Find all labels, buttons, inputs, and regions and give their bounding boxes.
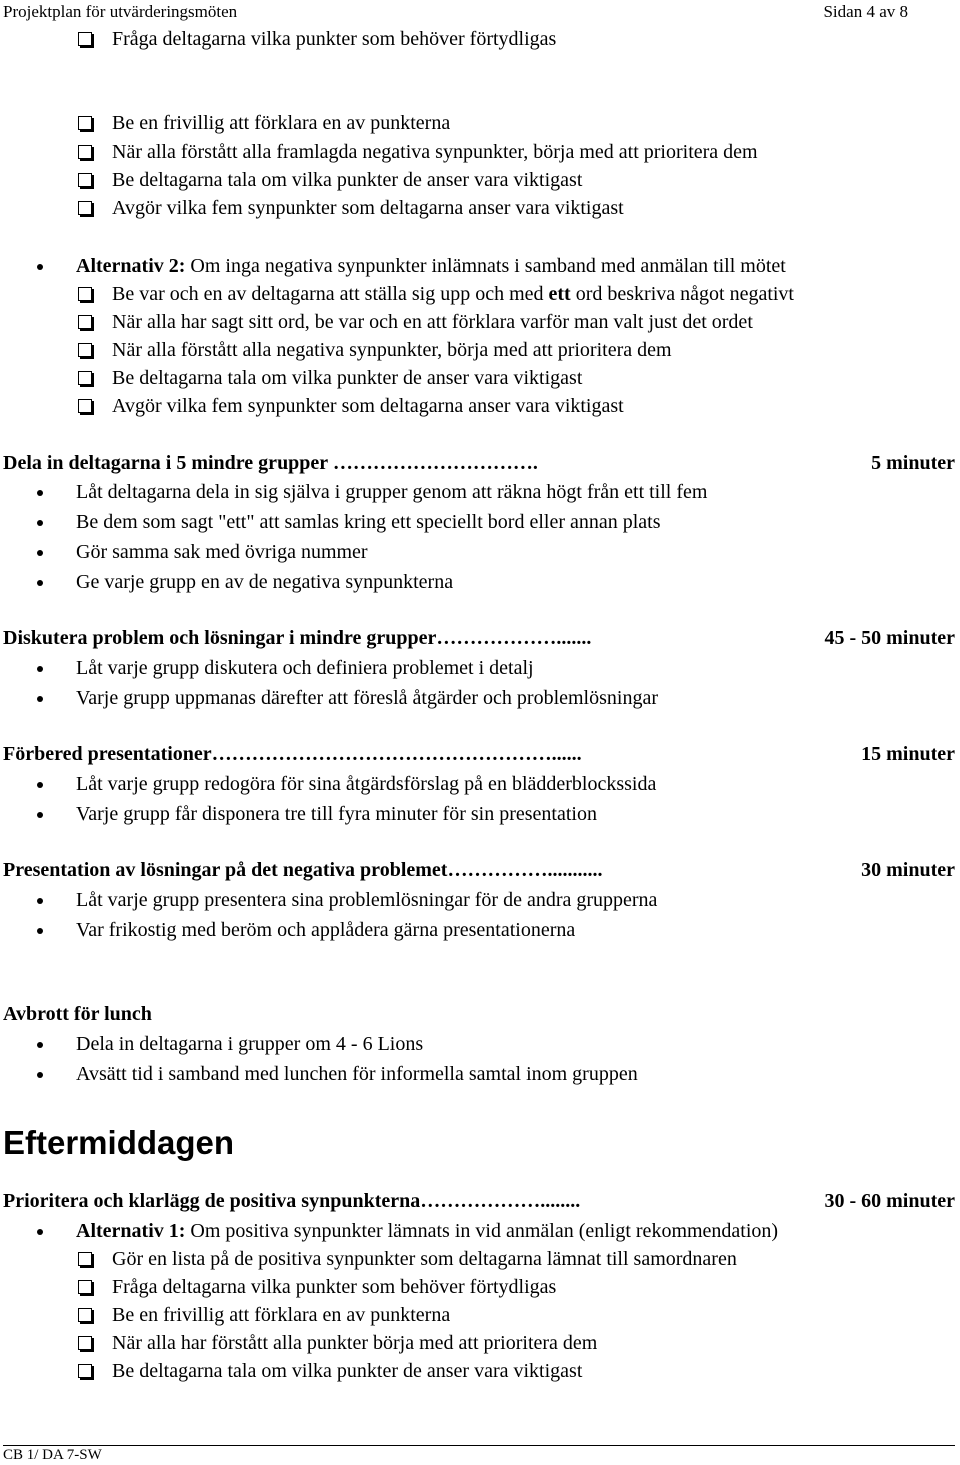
checkbox-icon	[78, 1252, 92, 1266]
checkbox-icon	[78, 32, 92, 46]
bullet-icon	[37, 898, 43, 904]
section-heading: Dela in deltagarna i 5 mindre grupper …………………………. 5 minuter	[3, 452, 955, 474]
section-duration: 15 minuter	[861, 743, 955, 765]
afternoon-heading: Eftermiddagen	[3, 1124, 235, 1161]
bullet-icon	[37, 264, 43, 270]
checkbox-icon	[78, 116, 92, 130]
section-duration: 30 - 60 minuter	[824, 1190, 955, 1212]
checkbox-icon	[78, 145, 92, 159]
page-header-title: Projektplan för utvärderingsmöten	[3, 2, 238, 21]
checkbox-icon	[78, 371, 92, 385]
bullet-icon	[37, 520, 43, 526]
section-heading: Prioritera och klarlägg de positiva synpunkterna………………........ 30 - 60 minuter	[3, 1190, 955, 1212]
bullet-icon	[37, 666, 43, 672]
section-heading: Avbrott för lunch	[3, 1003, 152, 1025]
bullet-icon	[37, 812, 43, 818]
bullet-icon	[37, 1042, 43, 1048]
page-number: Sidan 4 av 8	[823, 2, 908, 21]
checkbox-icon	[78, 1280, 92, 1294]
section-heading: Diskutera problem och lösningar i mindre grupper………………....... 45 - 50 minuter	[3, 627, 955, 649]
checkbox-icon	[78, 287, 92, 301]
checkbox-icon	[78, 315, 92, 329]
alternative-label: Alternativ 1:	[76, 1220, 186, 1242]
section-heading: Förbered presentationer……………………………………………...... 15 minuter	[3, 743, 955, 765]
bullet-icon	[37, 782, 43, 788]
footer-divider	[3, 1445, 955, 1446]
checkbox-icon	[78, 1364, 92, 1378]
section-duration: 5 minuter	[871, 452, 955, 474]
section-heading: Presentation av lösningar på det negativa problemet……………........... 30 minuter	[3, 859, 955, 881]
checkbox-icon	[78, 1308, 92, 1322]
footer-code: CB 1/ DA 7-SW	[3, 1447, 102, 1463]
bullet-icon	[37, 696, 43, 702]
bullet-icon	[37, 1229, 43, 1235]
checkbox-icon	[78, 173, 92, 187]
bullet-icon	[37, 490, 43, 496]
bullet-icon	[37, 928, 43, 934]
checkbox-icon	[78, 343, 92, 357]
checkbox-icon	[78, 201, 92, 215]
bullet-icon	[37, 1072, 43, 1078]
bullet-icon	[37, 550, 43, 556]
bullet-icon	[37, 580, 43, 586]
section-duration: 30 minuter	[861, 859, 955, 881]
checkbox-icon	[78, 1336, 92, 1350]
section-duration: 45 - 50 minuter	[824, 627, 955, 649]
checkbox-icon	[78, 399, 92, 413]
alternative-label: Alternativ 2:	[76, 255, 186, 277]
